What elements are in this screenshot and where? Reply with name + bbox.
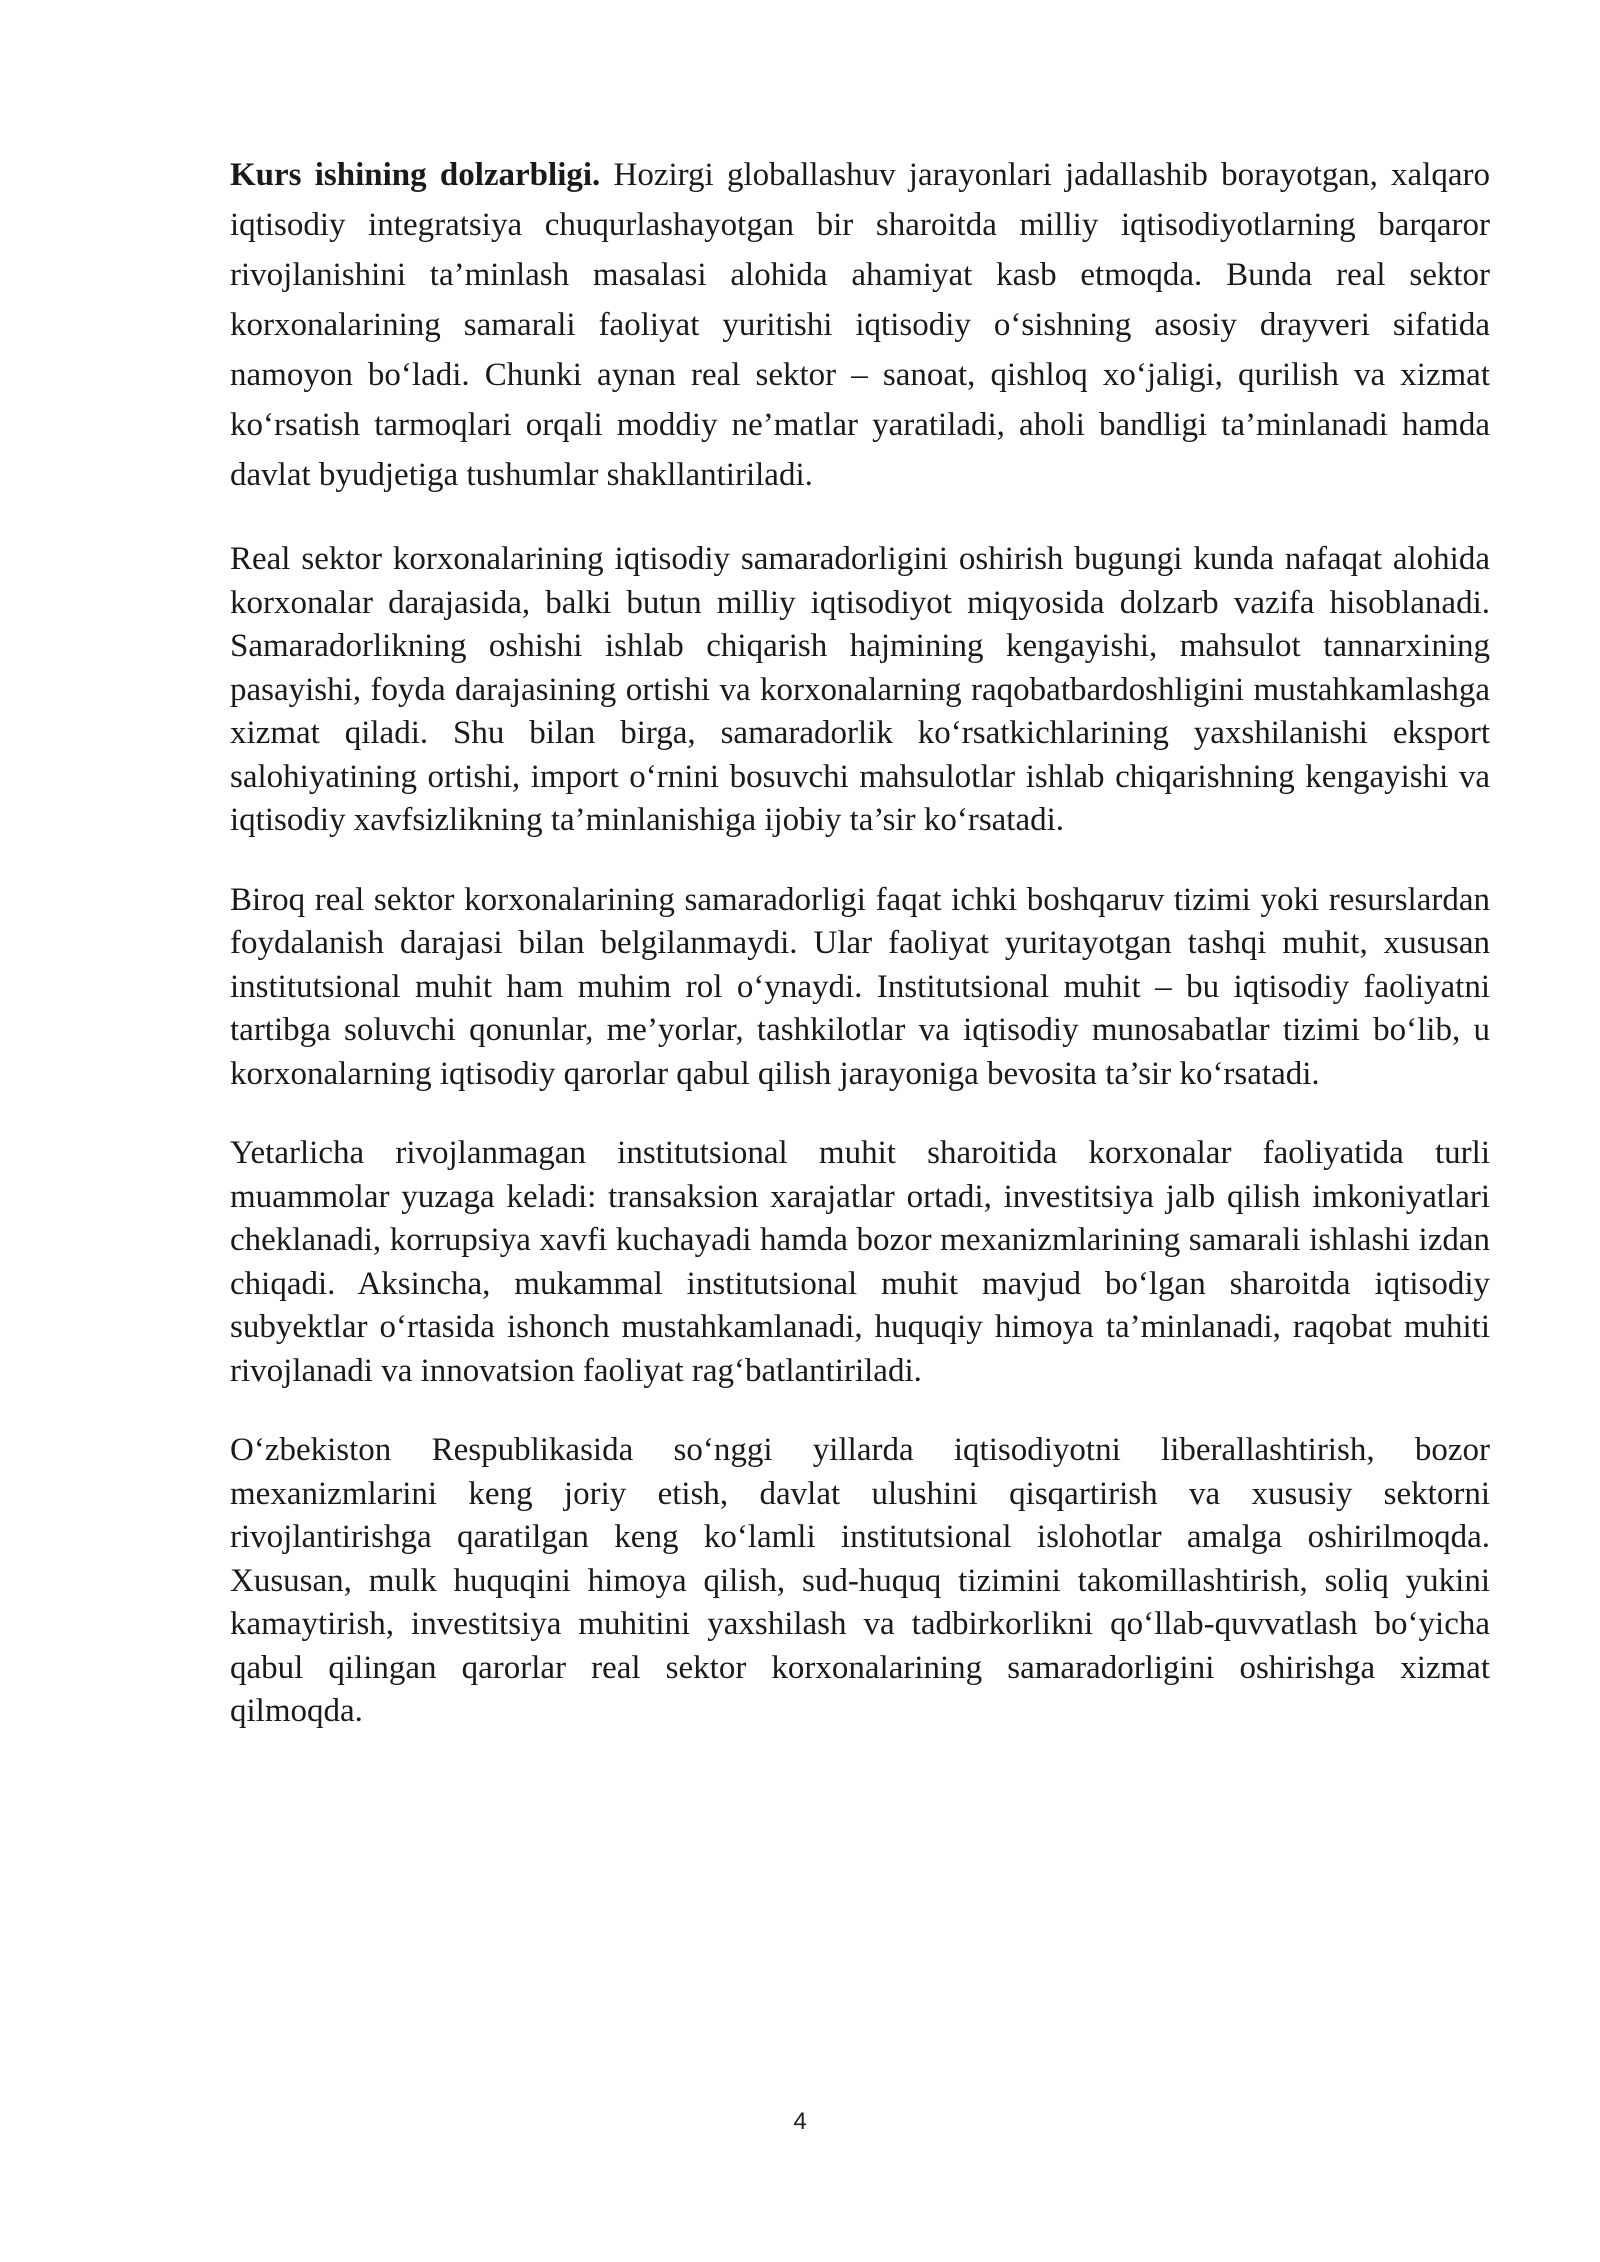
section-heading: Kurs ishining dolzarbligi. bbox=[230, 157, 601, 193]
paragraph-5: O‘zbekiston Respublikasida so‘nggi yillarda iqtisodiyotni liberallashtirish, bozor mexanizmlarini keng joriy etish, davlat ulushini qisqartirish va xususiy sektorni rivojlantirishga qaratilgan keng ko‘lamli institutsional islohotlar amalga oshirilmoqda. Xususan, mulk huquqini himoya qilish, sud-huquq tizimini takomillashtirish, soliq yukini kamaytirish, investitsiya muhitini yaxshilash va tadbirkorlikni qo‘llab-quvvatlash bo‘yicha qabul qilingan qarorlar real sektor korxonalarining samaradorligini oshirishga xizmat qilmoqda. bbox=[230, 1432, 1490, 1729]
paragraph-4: Yetarlicha rivojlanmagan institutsional muhit sharoitida korxonalar faoliyatida turli muammolar yuzaga keladi: transaksion xarajatlar ortadi, investitsiya jalb qilish imkoniyatlari cheklanadi, korrupsiya xavfi kuchayadi hamda bozor mexanizmlarining samarali ishlashi izdan chiqadi. Aksincha, mukammal institutsional muhit mavjud bo‘lgan sharoitda iqtisodiy subyektlar o‘rtasida ishonch mustahkamlanadi, huquqiy himoya ta’minlanadi, raqobat muhiti rivojlanadi va innovatsion faoliyat rag‘batlantiriladi. bbox=[230, 1135, 1490, 1389]
document-page bbox=[230, 150, 1490, 1770]
paragraph-1-text: Hozirgi globallashuv jarayonlari jadallashib borayotgan, xalqaro iqtisodiy integratsiya chuqurlashayotgan bir sharoitda milliy iqtisodiyotlarning barqaror rivojlanishini ta’minlash masalasi alohida ahamiyat kasb etmoqda. Bunda real sektor korxonalarining samarali faoliyat yuritishi iqtisodiy o‘sishning asosiy drayveri sifatida namoyon bo‘ladi. Chunki aynan real sektor – sanoat, qishloq xo‘jaligi, qurilish va xizmat ko‘rsatish tarmoqlari orqali moddiy ne’matlar yaratiladi, aholi bandligi ta’minlanadi hamda davlat byudjetiga tushumlar shakllantiriladi. bbox=[230, 157, 1491, 493]
page-number: 4 bbox=[793, 2108, 807, 2135]
paragraph-2: Real sektor korxonalarining iqtisodiy samaradorligini oshirish bugungi kunda nafaqat alohida korxonalar darajasida, balki butun milliy iqtisodiyot miqyosida dolzarb vazifa hisoblanadi. Samaradorlikning oshishi ishlab chiqarish hajmining kengayishi, mahsulot tannarxining pasayishi, foyda darajasining ortishi va korxonalarning raqobatbardoshligini mustahkamlashga xizmat qiladi. Shu bilan birga, samaradorlik ko‘rsatkichlarining yaxshilanishi eksport salohiyatining ortishi, import o‘rnini bosuvchi mahsulotlar ishlab chiqarishning kengayishi va iqtisodiy xavfsizlikning ta’minlanishiga ijobiy ta’sir ko‘rsatadi. bbox=[230, 541, 1490, 838]
paragraph-intro bbox=[230, 150, 1490, 500]
paragraph-3: Biroq real sektor korxonalarining samaradorligi faqat ichki boshqaruv tizimi yoki resurslardan foydalanish darajasi bilan belgilanmaydi. Ular faoliyat yuritayotgan tashqi muhit, xususan institutsional muhit ham muhim rol o‘ynaydi. Institutsional muhit – bu iqtisodiy faoliyatni tartibga soluvchi qonunlar, me’yorlar, tashkilotlar va iqtisodiy munosabatlar tizimi bo‘lib, u korxonalarning iqtisodiy qarorlar qabul qilish jarayoniga bevosita ta’sir ko‘rsatadi. bbox=[230, 881, 1490, 1092]
